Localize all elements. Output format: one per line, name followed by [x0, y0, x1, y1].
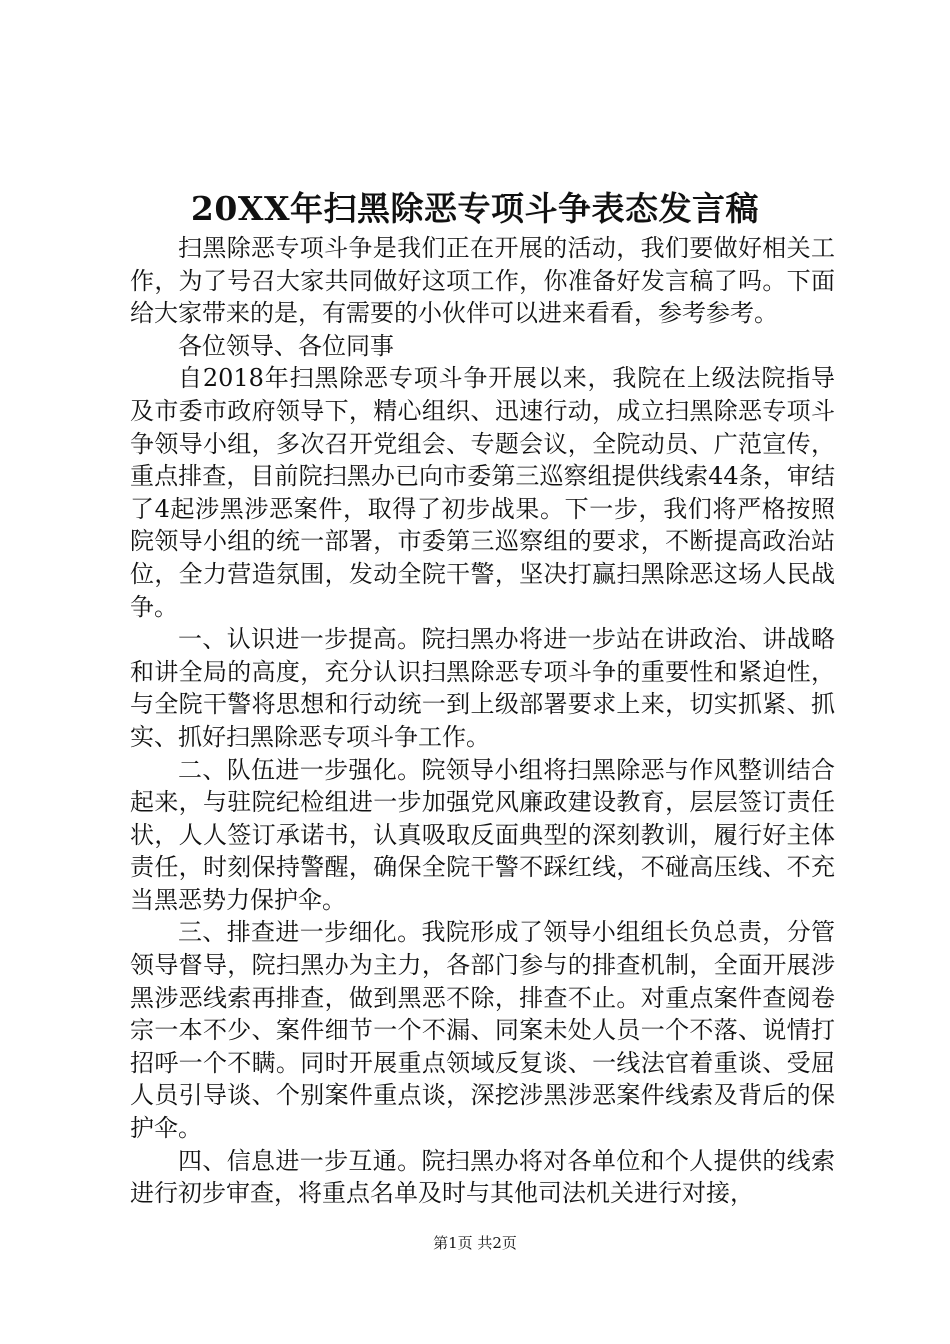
section-one-paragraph: 一、认识进一步提高。院扫黑办将进一步站在讲政治、讲战略和讲全局的高度，充分认识扫黑除恶专项斗争的重要性和紧迫性，与全院干警将思想和行动统一到上级部署要求上来，切实抓紧、抓实、抓好扫黑除恶专项斗争工作。 [130, 625, 835, 751]
document-title: 20XX年扫黑除恶专项斗争表态发言稿 [190, 189, 760, 228]
document-body [130, 232, 835, 1210]
body-paragraph: 自2018年扫黑除恶专项斗争开展以来，我院在上级法院指导及市委市政府领导下，精心组织、迅速行动，成立扫黑除恶专项斗争领导小组，多次召开党组会、专题会议，全院动员、广范宣传，重点排查，目前院扫黑办已向市委第三巡察组提供线索44条，审结了4起涉黑涉恶案件，取得了初步战果。下一步，我们将严格按照院领导小组的统一部署，市委第三巡察组的要求，不断提高政治站位，全力营造氛围，发动全院干警，坚决打赢扫黑除恶这场人民战争。 [130, 364, 835, 621]
section-three-paragraph: 三、排查进一步细化。我院形成了领导小组组长负总责，分管领导督导，院扫黑办为主力，各部门参与的排查机制，全面开展涉黑涉恶线索再排查，做到黑恶不除，排查不止。对重点案件查阅卷宗一本不少、案件细节一个不漏、同案未处人员一个不落、说情打招呼一个不瞒。同时开展重点领域反复谈、一线法官着重谈、受屈人员引导谈、个别案件重点谈，深挖涉黑涉恶案件线索及背后的保护伞。 [130, 918, 835, 1143]
salutation-paragraph: 各位领导、各位同事 [178, 331, 394, 360]
section-four-paragraph: 四、信息进一步互通。院扫黑办将对各单位和个人提供的线索进行初步审查，将重点名单及时与其他司法机关进行对接， [130, 1146, 835, 1208]
intro-paragraph: 扫黑除恶专项斗争是我们正在开展的活动，我们要做好相关工作，为了号召大家共同做好这项工作，你准备好发言稿了吗。下面给大家带来的是，有需要的小伙伴可以进来看看，参考参考。 [130, 234, 835, 328]
page-footer: 第1页 共2页 [433, 1234, 517, 1252]
section-two-paragraph: 二、队伍进一步强化。院领导小组将扫黑除恶与作风整训结合起来，与驻院纪检组进一步加强党风廉政建设教育，层层签订责任状，人人签订承诺书，认真吸取反面典型的深刻教训，履行好主体责任，时刻保持警醒，确保全院干警不踩红线，不碰高压线、不充当黑恶势力保护伞。 [130, 755, 835, 914]
